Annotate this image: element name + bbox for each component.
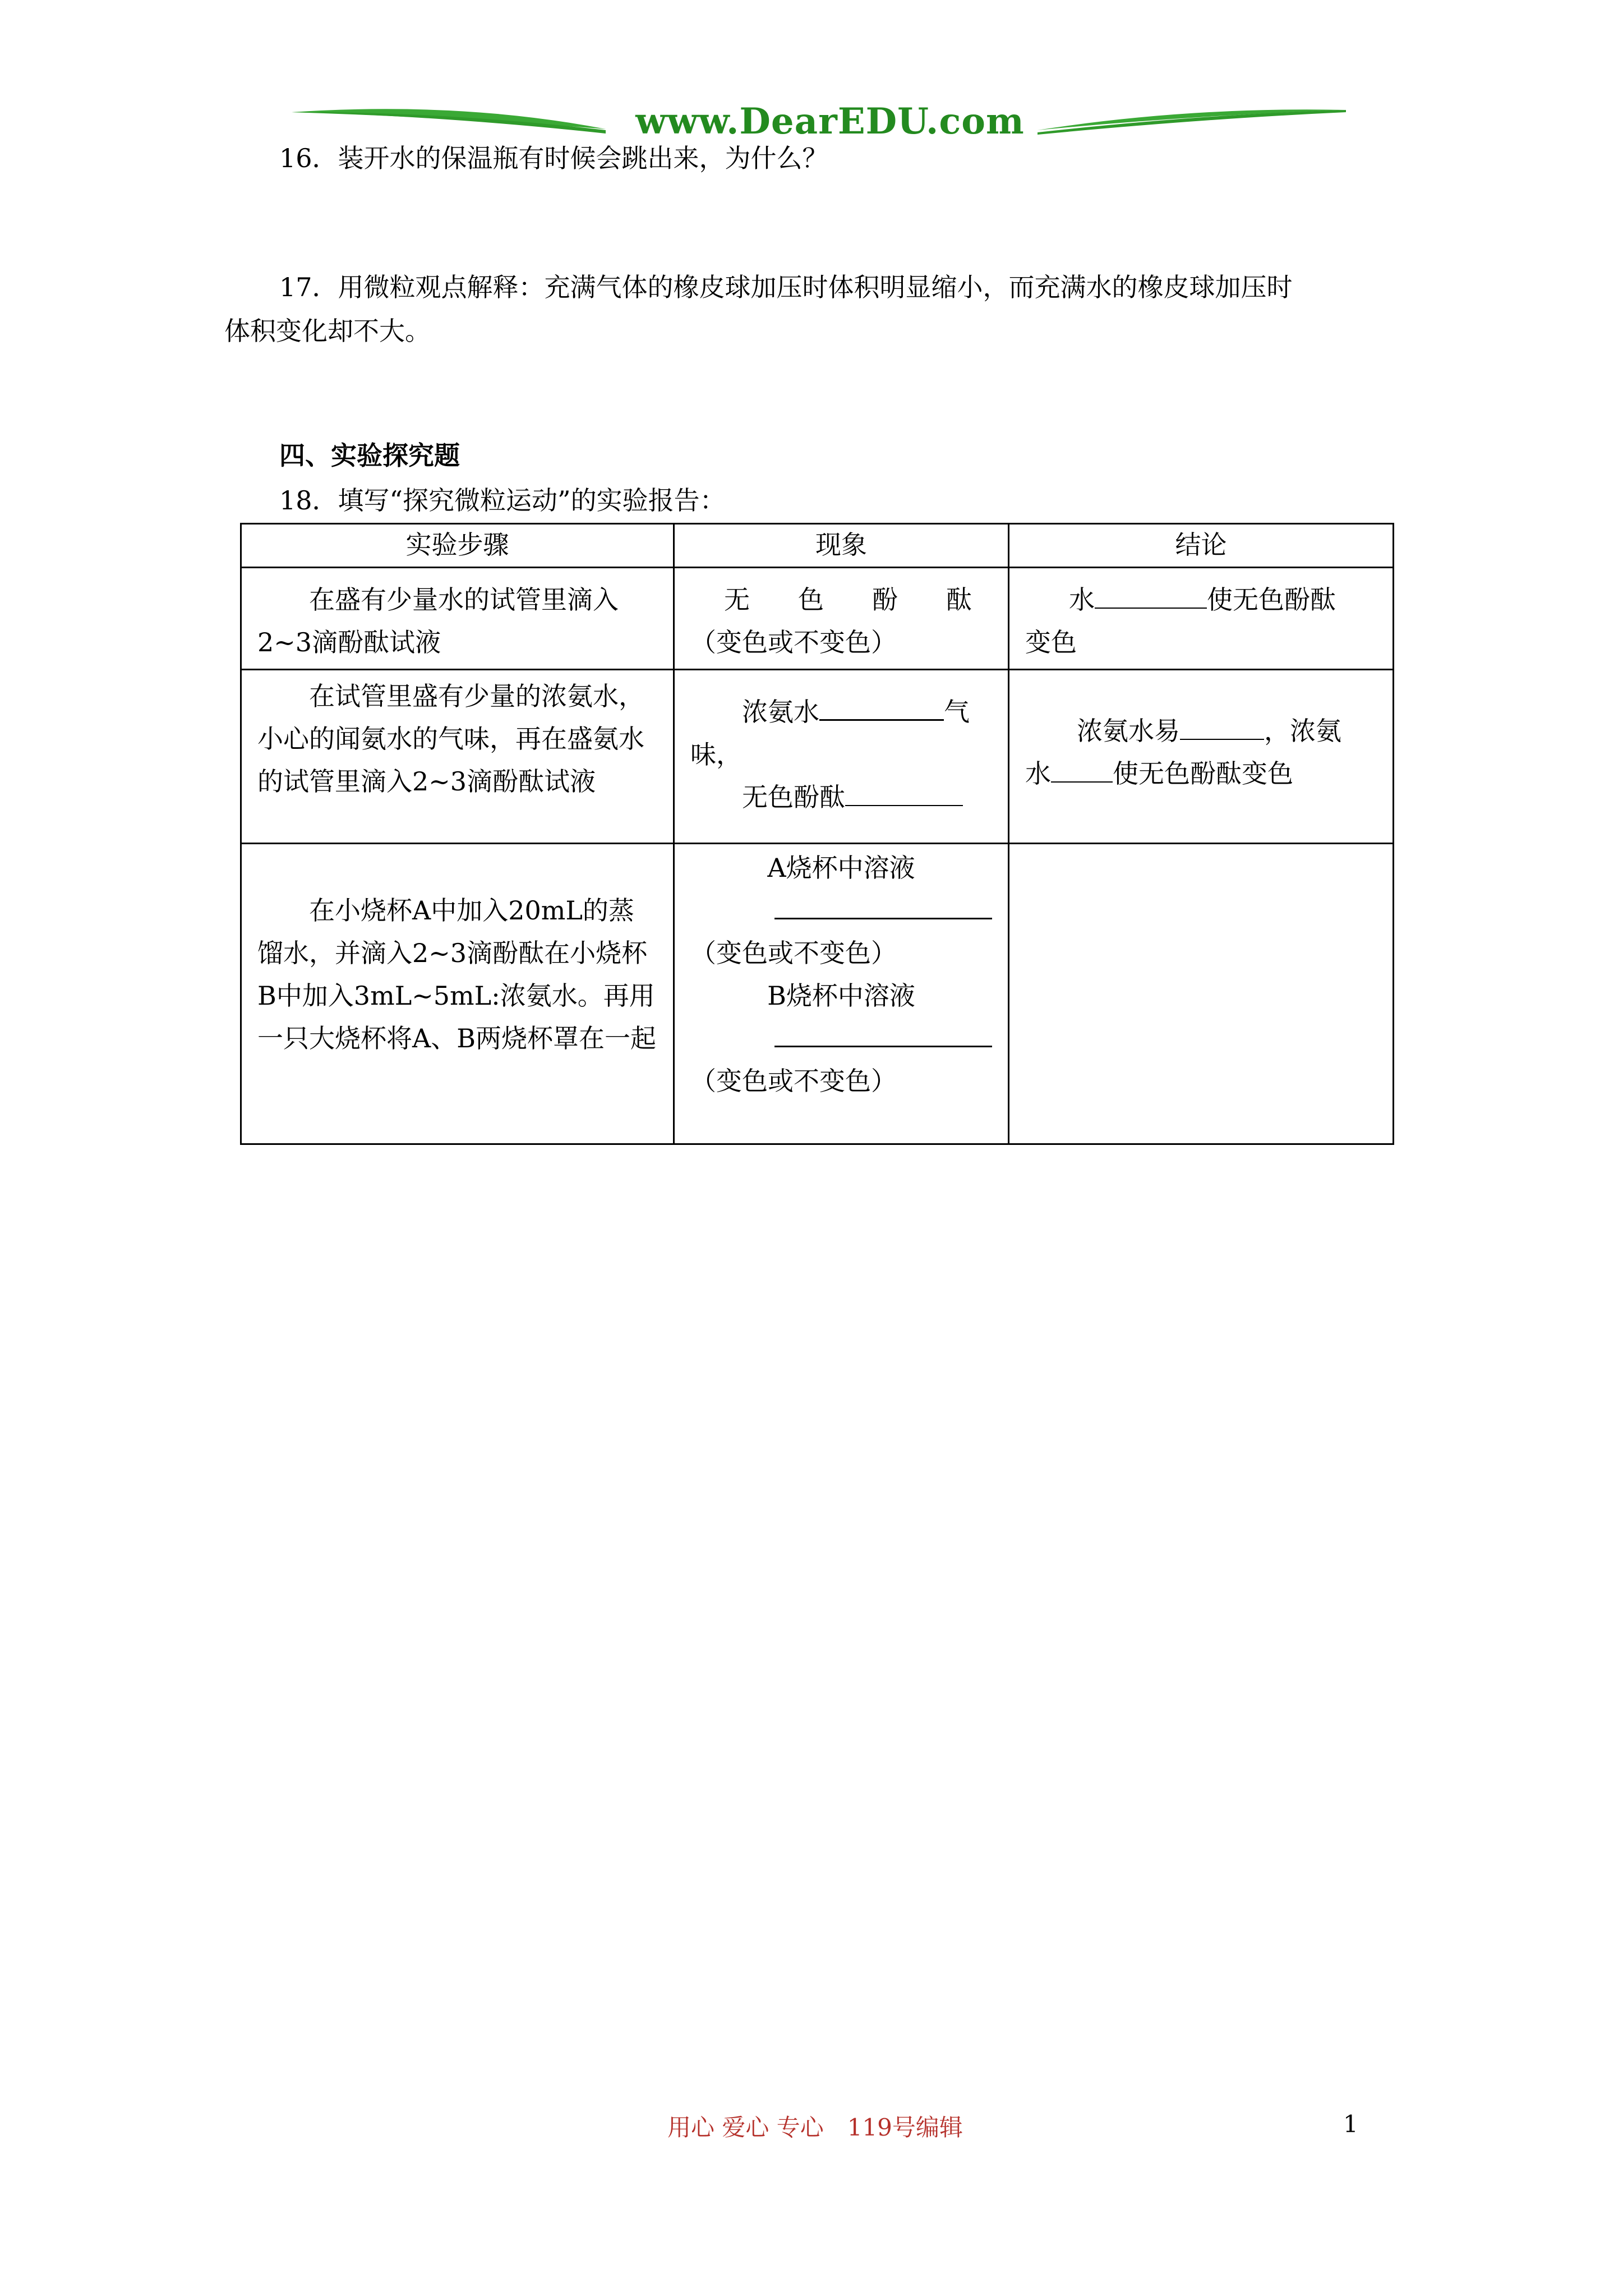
conclusion-cell [1009, 670, 1394, 844]
answer-blank[interactable] [774, 891, 992, 919]
phenomenon-cell [674, 670, 1009, 844]
conclusion-line [1025, 752, 1377, 795]
table-row [241, 568, 1394, 670]
conclusion-text: ，浓氨 [1264, 716, 1341, 746]
phenomenon-line [690, 578, 992, 621]
conclusion-text: 水 [1069, 585, 1095, 615]
step-text: 在盛有少量水的试管里滴入2~3滴酚酞试液 [257, 585, 619, 657]
phenomenon-text: 无色酚酞 [742, 782, 845, 812]
conclusion-line [1025, 710, 1377, 752]
phenomenon-text: A烧杯中溶液 [767, 853, 915, 883]
conclusion-cell [1009, 844, 1394, 1144]
phenomenon-line [690, 691, 992, 733]
header-phenomenon: 现象 [674, 524, 1009, 568]
phenomenon-line [690, 776, 992, 818]
footer-text: 用心 爱心 专心 119号编辑 [667, 2114, 963, 2141]
table-row [241, 670, 1394, 844]
phenomenon-text: B烧杯中溶液 [767, 981, 915, 1011]
question-17-line1: 17．用微粒观点解释：充满气体的橡皮球加压时体积明显缩小，而充满水的橡皮球加压时 [279, 272, 1293, 302]
answer-blank[interactable] [1051, 754, 1113, 783]
phenomenon-line [690, 1017, 992, 1060]
experiment-report-table [240, 523, 1394, 1145]
answer-blank[interactable] [774, 1019, 992, 1047]
header-conclusion: 结论 [1009, 524, 1394, 568]
step-text: 在小烧杯A中加入20mL的蒸馏水，并滴入2~3滴酚酞在小烧杯B中加入3mL~5mL:浓氨水。再用一只大烧杯将A、B两烧杯罩在一起 [257, 895, 657, 1053]
conclusion-text: 浓氨水易 [1077, 716, 1180, 746]
step-cell [241, 670, 674, 844]
phenomenon-char: 酞 [946, 585, 972, 615]
page-number: 1 [1343, 2110, 1358, 2138]
step-cell [241, 568, 674, 670]
phenomenon-text: 浓氨水 [742, 697, 819, 727]
table-row [241, 844, 1394, 1144]
answer-blank[interactable] [845, 778, 963, 806]
phenomenon-text: 气 [944, 697, 970, 727]
phenomenon-char: 色 [798, 585, 824, 615]
phenomenon-cell [674, 568, 1009, 670]
section-title: 四、实验探究题 [279, 440, 460, 471]
phenomenon-char: 无 [724, 585, 750, 615]
question-18: 18．填写“探究微粒运动”的实验报告： [279, 485, 726, 516]
step-text: 在试管里盛有少量的浓氨水，小心的闻氨水的气味，再在盛氨水的试管里滴入2~3滴酚酞试液 [257, 681, 644, 797]
phenomenon-char: 酚 [872, 585, 898, 615]
phenomenon-text: 味， [690, 739, 742, 770]
conclusion-cell [1009, 568, 1394, 670]
conclusion-text: 使无色酚酞变色 [1113, 758, 1293, 789]
conclusion-text: 使无色酚酞 [1207, 585, 1336, 615]
header-steps: 实验步骤 [241, 524, 674, 568]
phenomenon-note: （变色或不变色） [690, 627, 897, 657]
conclusion-text: 水 [1025, 758, 1051, 789]
table-header-row [241, 524, 1394, 568]
question-16: 16．装开水的保温瓶有时候会跳出来，为什么？ [279, 143, 828, 173]
answer-blank[interactable] [1095, 581, 1207, 609]
phenomenon-line [690, 889, 992, 932]
question-17-line2: 体积变化却不大。 [224, 316, 431, 346]
phenomenon-note: （变色或不变色） [690, 1066, 897, 1096]
answer-blank[interactable] [819, 692, 944, 721]
conclusion-line [1025, 578, 1377, 621]
step-cell [241, 844, 674, 1144]
logo-text: www.DearEDU.com [635, 100, 1025, 142]
conclusion-text: 变色 [1025, 627, 1077, 657]
phenomenon-note: （变色或不变色） [690, 938, 897, 968]
phenomenon-cell [674, 844, 1009, 1144]
answer-blank[interactable] [1180, 712, 1264, 740]
